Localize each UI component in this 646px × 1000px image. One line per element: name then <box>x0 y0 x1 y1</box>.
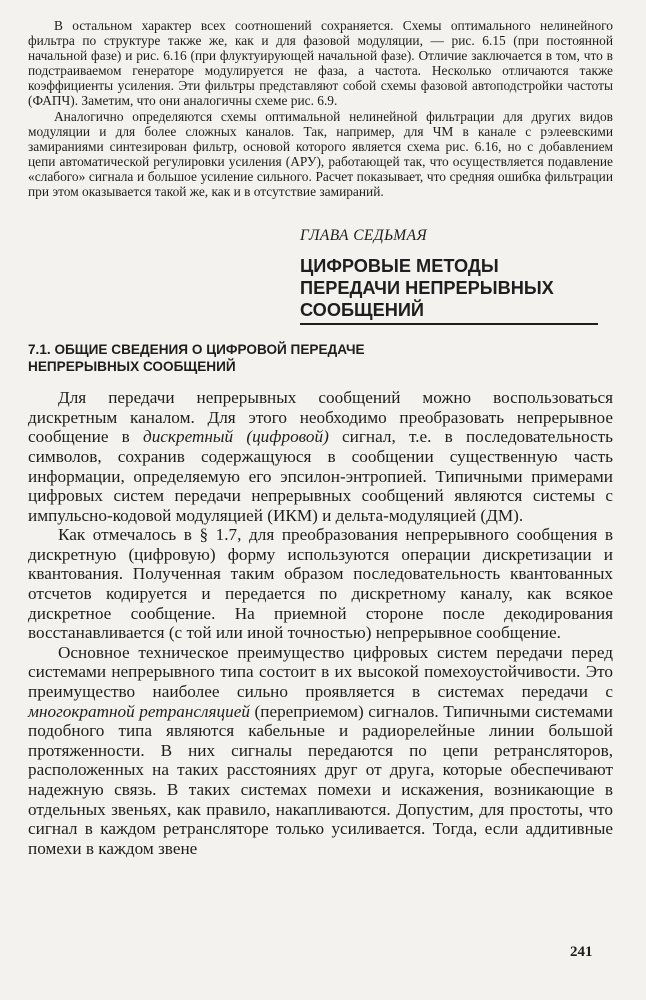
chapter-title-line: ЦИФРОВЫЕ МЕТОДЫ <box>300 256 499 277</box>
previous-section-text <box>28 18 613 199</box>
page-number: 241 <box>570 944 593 960</box>
section-body <box>28 388 613 858</box>
book-page <box>28 18 613 858</box>
chapter-label: ГЛАВА СЕДЬМАЯ <box>300 227 428 245</box>
paragraph-nonlinear-filtering: Аналогично определяются схемы оптимальной нелинейной фильтрации для других видов модуляции и для более сложных каналов. Так, например, для ЧМ в канале с рэлеевскими замираниями синтезирован фильтр, основой которого является схема рис. 6.16, но с добавлением цепи автоматической регулировки усиления (АРУ), работающей так, что осуществляется подавление «слабого» сигнала и большое усиление сильного. Расчет показывает, что средняя ошибка фильтрации при этом оказывается такой же, как и в отсутствие замираний. <box>28 108 613 200</box>
text-run: Для передачи непрерывных сообщений можно воспользоваться дискретным каналом. Для этого необходимо преобразовать непрерывное сообщение в <box>28 388 613 447</box>
abbr-ikm: ИКМ <box>272 505 313 525</box>
text-run: (переприемом) сигналов. Типичными системами подобного типа являются кабельные и радиорелейные линии большой протяженности. В них сигналы передаются по цепи ретрансляторов, расположенных на таких расстояниях друг от друга, которые обеспечивают надежную связь. В таких системах помехи и искажения, возникающие в отдельных звеньях, как правило, накапливаются. Допустим, для простоты, что сигнал в каждом ретрансляторе только усиливается. Тогда, если аддитивные помехи в каждом звене <box>28 701 614 858</box>
section-title-line: НЕПРЕРЫВНЫХ СООБЩЕНИЙ <box>28 359 236 375</box>
text-run: ) и дельта-модуляцией ( <box>312 505 487 525</box>
paragraph-fapch: В остальном характер всех соотношений сохраняется. Схемы оптимального нелинейного фильтра по структуре также же, как и для фазовой модуляции, — рис. 6.15 (при постоянной начальной фазе) и рис. 6.16 (при флуктуирующей начальной фазе). Отличие заключается в том, что в подстраиваемом генераторе модулируется не фаза, а частота. Несколько отличаются также коэффициенты усиления. Эти фильтры представляют собой схемы фазовой автоподстройки частоты (ФАПЧ). Заметим, что они аналогичны схеме рис. 6.9. <box>28 18 613 109</box>
emphasis-retranslation: многократной ретрансляцией <box>28 701 250 721</box>
section-title <box>28 341 613 375</box>
section-title-line: 7.1. ОБЩИЕ СВЕДЕНИЯ О ЦИФРОВОЙ ПЕРЕДАЧЕ <box>28 342 365 358</box>
text-run: ). <box>513 505 524 525</box>
paragraph-digital-transmission <box>28 388 613 525</box>
paragraph-noise-immunity <box>28 643 613 859</box>
abbr-dm: ДМ <box>486 505 514 525</box>
emphasis-digital: дискретный (цифровой) <box>143 427 329 447</box>
text-run: сигнал, т.е. в последовательность символов, сохранив содержащуюся в сообщении существенную часть информации, определяемую его эпсилон-энтропией. Типичными примерами цифровых систем передачи непрерывных сообщений являются системы с импульсно-кодовой модуляцией ( <box>28 427 613 525</box>
text-run: Основное техническое преимущество цифровых систем передачи перед системами непрерывного типа состоит в их высокой помехоустойчивости. Это преимущество наиболее сильно проявляется в системах передачи с <box>28 642 613 702</box>
chapter-title <box>300 255 598 325</box>
chapter-title-line: СООБЩЕНИЙ <box>300 300 424 321</box>
chapter-title-line: ПЕРЕДАЧИ НЕПРЕРЫВНЫХ <box>300 278 554 299</box>
paragraph-quantization: Как отмечалось в § 1.7, для преобразования непрерывного сообщения в дискретную (цифровую) форму используются операции дискретизации и квантования. Полученная таким образом последовательность квантованных отсчетов кодируется и передается по дискретному каналу, как всякое дискретное сообщение. На приемной стороне после декодирования восстанавливается (с той или иной точностью) непрерывное сообщение. <box>28 525 613 643</box>
